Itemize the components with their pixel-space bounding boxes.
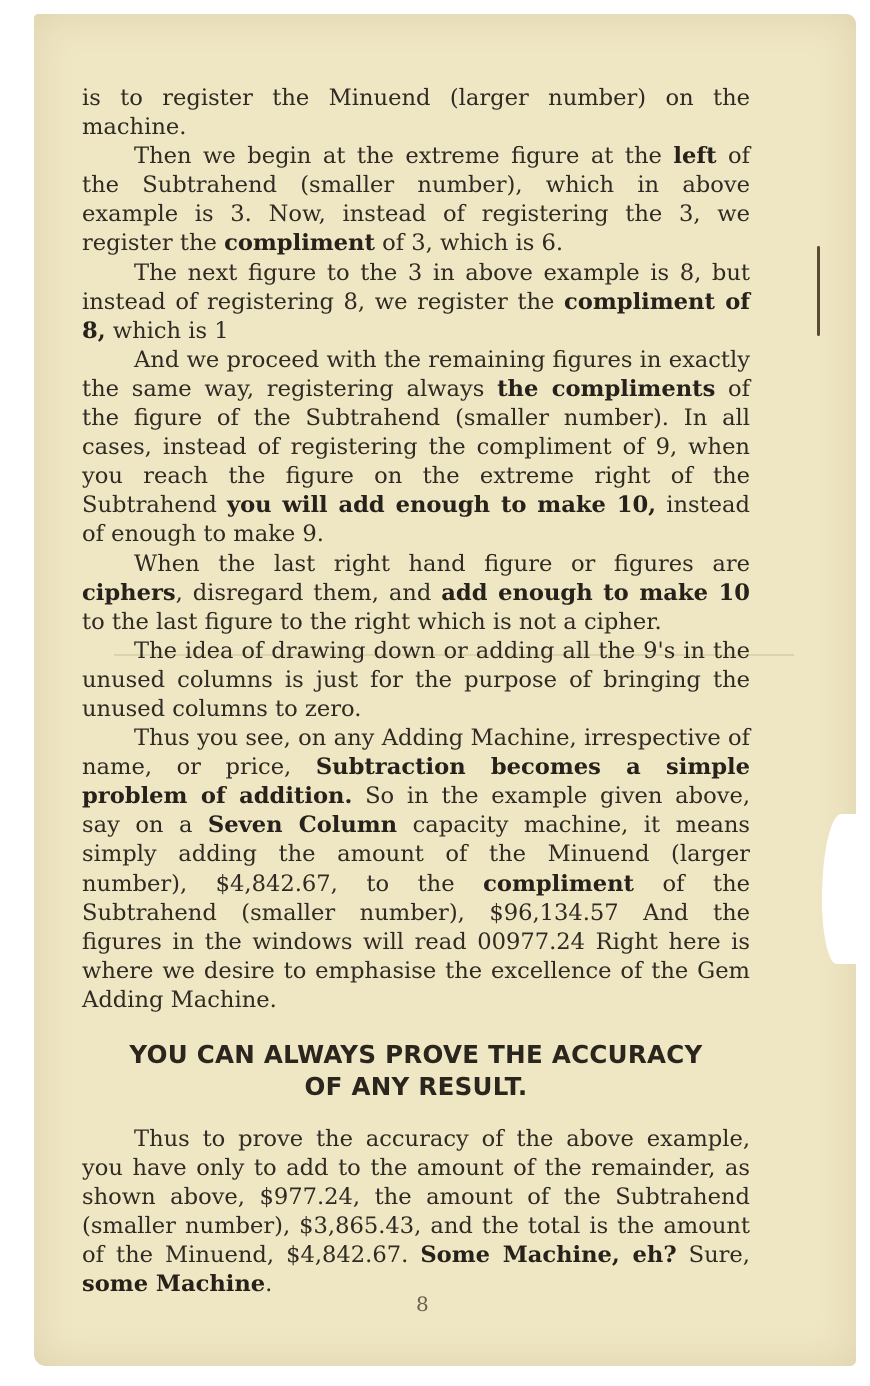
bold-text: Some Machine, eh?: [420, 1242, 677, 1269]
text-segment: So in the example given above, say on a: [82, 783, 751, 839]
text-segment: of the Subtrahend (smaller number), which in above example is 3. Now, instead of registering the 3, we register the: [82, 143, 751, 257]
text-segment: Sure,: [676, 1242, 750, 1269]
section-heading: [82, 1039, 750, 1103]
torn-edge: [822, 814, 856, 964]
body-paragraph: [82, 259, 750, 346]
bold-text: add enough to make 10: [441, 579, 751, 606]
closing-paragraph-container: [82, 1125, 750, 1300]
bold-text: compliment: [483, 870, 634, 897]
body-paragraph: [82, 142, 750, 258]
bold-text: you will add enough to make 10,: [226, 492, 657, 519]
bold-text: Subtraction becomes a simple problem of addition.: [82, 754, 750, 810]
text-segment: The idea of drawing down or adding all the 9's in the unused columns is just for the purpose of bringing the unused columns to zero.: [82, 637, 750, 722]
page-number: 8: [416, 1292, 429, 1316]
text-segment: When the last right hand figure or figures are: [134, 550, 750, 577]
body-paragraph: [82, 346, 750, 550]
body-paragraph: [82, 724, 750, 1015]
document-body: [82, 84, 750, 1300]
text-segment: of the figure of the Subtrahend (smaller number). In all cases, instead of registering the compliment of 9, when you reach the figure on the extreme right of the Subtrahend: [82, 375, 750, 519]
text-segment: to the last figure to the right which is not a cipher.: [82, 608, 662, 635]
text-segment: capacity machine, it means simply adding the amount of the Minuend (larger number), $4,842.67, to the: [82, 812, 751, 897]
text-segment: Thus to prove the accuracy of the above example, you have only to add to the amount of the remainder, as shown above, $977.24, the amount of the Subtrahend (smaller number), $3,865.43, and the total is the amount of the Minuend, $4,842.67.: [82, 1126, 750, 1269]
text-segment: And we proceed with the remaining figures in exactly the same way, registering always: [82, 346, 750, 402]
body-paragraph: [82, 84, 750, 142]
body-paragraph: [82, 637, 750, 724]
bold-text: some Machine: [82, 1271, 266, 1298]
bold-text: left: [673, 143, 717, 170]
text-segment: of 3, which is 6.: [374, 230, 564, 257]
bold-text: the compliments: [497, 375, 716, 402]
body-paragraph: [82, 550, 750, 637]
bold-text: compliment: [224, 230, 375, 257]
ink-mark: [817, 246, 820, 336]
text-segment: is to register the Minuend (larger number) on the machine.: [82, 85, 750, 141]
heading-line-1: YOU CAN ALWAYS PROVE THE ACCURACY: [129, 1040, 703, 1069]
body-paragraphs: [82, 84, 750, 1015]
text-segment: Then we begin at the extreme figure at the: [134, 143, 674, 170]
bold-text: ciphers: [82, 579, 176, 606]
text-segment: Thus you see, on any Adding Machine, irrespective of name, or price,: [82, 725, 750, 781]
bold-text: Seven Column: [207, 812, 398, 839]
text-segment: .: [265, 1271, 273, 1298]
bold-text: compliment of 8,: [82, 288, 750, 344]
text-segment: The next figure to the 3 in above example is 8, but instead of registering 8, we register the: [82, 259, 750, 315]
text-segment: of the Subtrahend (smaller number), $96,134.57 And the figures in the windows will read 00977.24 Right here is where we desire to emphasise the excellence of the Gem Adding Machine.: [82, 870, 750, 1013]
text-segment: which is 1: [105, 317, 229, 344]
closing-paragraph: [82, 1125, 750, 1300]
text-segment: , disregard them, and: [175, 579, 442, 606]
heading-line-2: OF ANY RESULT.: [304, 1072, 528, 1101]
text-segment: instead of enough to make 9.: [82, 492, 750, 548]
